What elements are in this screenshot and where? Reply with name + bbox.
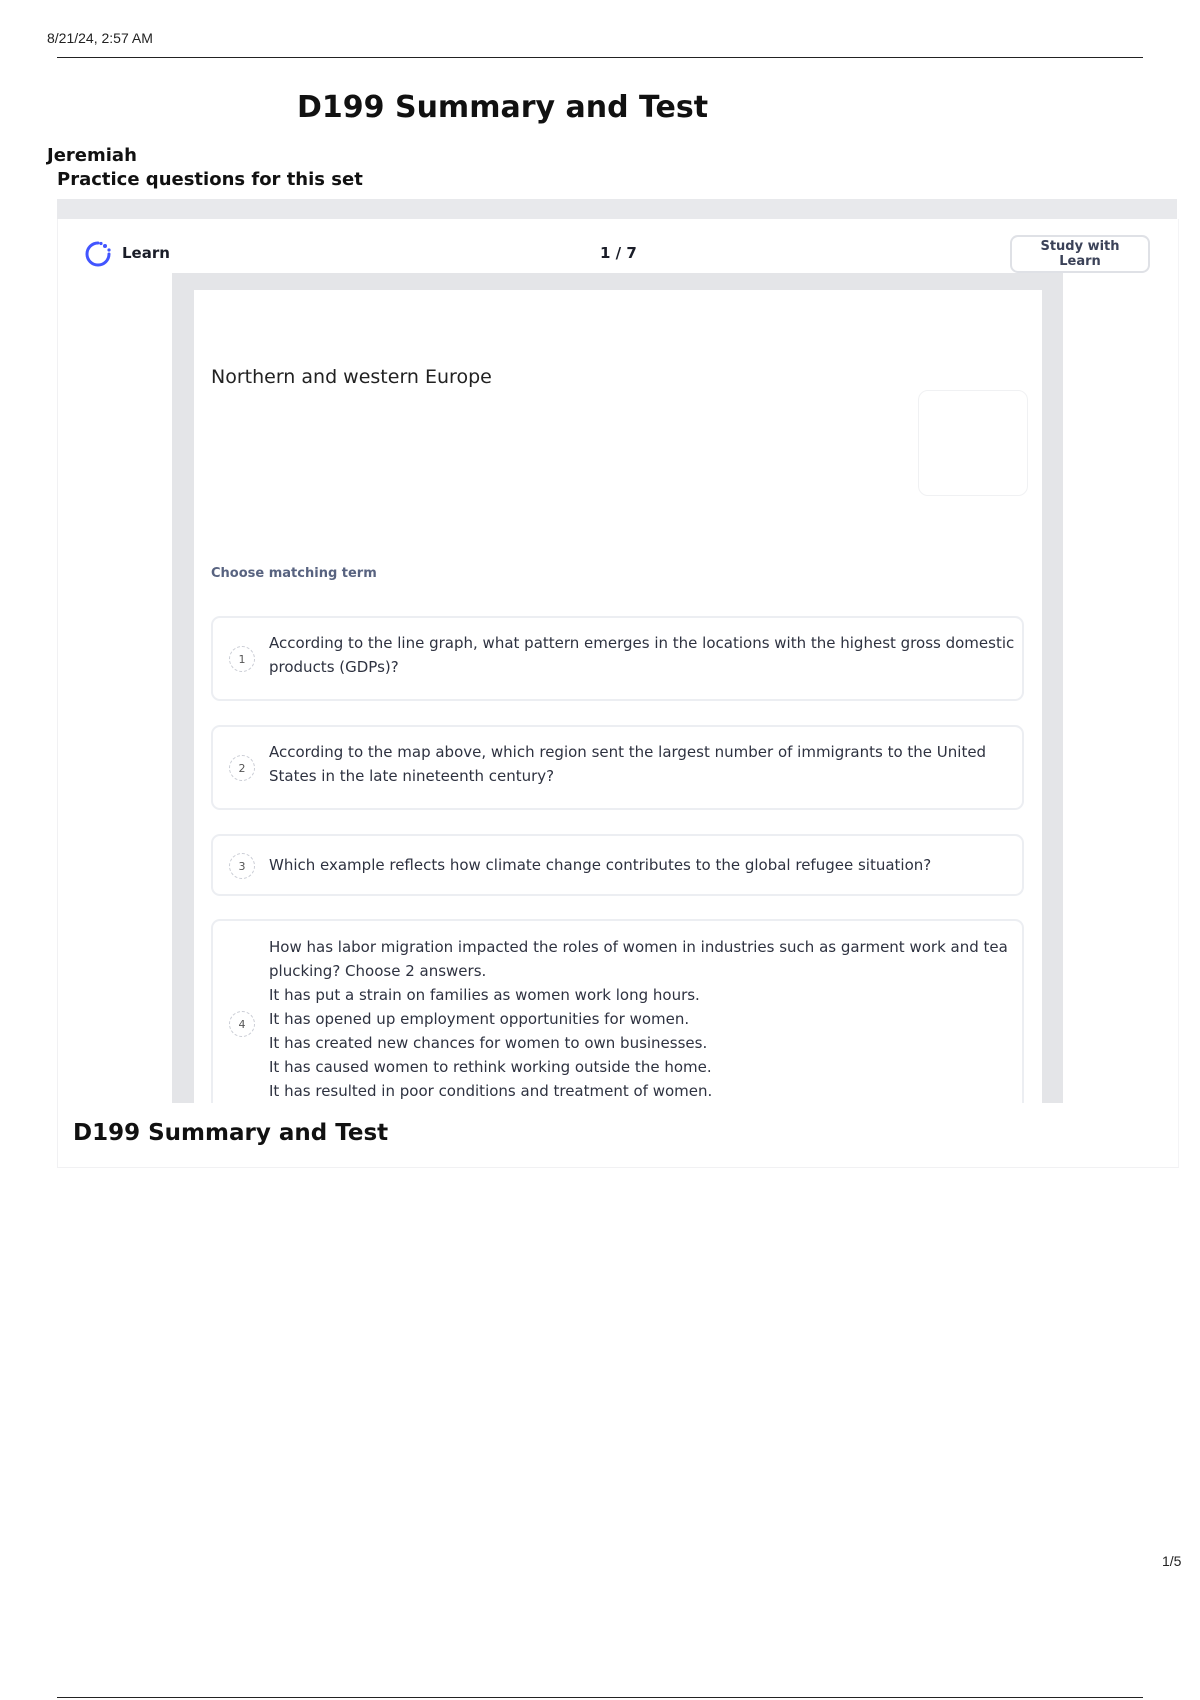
study-with-learn-button[interactable]: Study with Learn [1010,235,1150,273]
answer-option-1[interactable] [211,616,1024,701]
option-text-line: It has opened up employment opportunities for women. [269,1010,690,1028]
section-title: D199 Summary and Test [73,1120,389,1146]
option-text-line: It has caused women to rethink working outside the home. [269,1058,712,1076]
widget-top-band [57,199,1177,219]
option-text [269,631,1015,679]
option-text-line: It has put a strain on families as women work long hours. [269,986,700,1004]
option-text-line: How has labor migration impacted the roles of women in industries such as garment work and tea [269,938,1008,956]
option-text-line: States in the late nineteenth century? [269,767,555,785]
footer-rule [57,1697,1143,1698]
option-text [269,740,992,788]
author-name: Jeremiah [47,145,137,166]
option-text-line: It has created new chances for women to own businesses. [269,1034,708,1052]
term-text: Northern and western Europe [211,366,492,388]
option-text [269,935,1008,1103]
option-number-badge: 4 [229,1011,255,1037]
page-number: 1/5 [1162,1553,1182,1569]
option-number-badge: 2 [229,755,255,781]
option-text-line: According to the line graph, what pattern emerges in the locations with the highest gross domestic [269,634,1015,652]
header-rule [57,57,1143,58]
progress-indicator: 1 / 7 [600,244,637,262]
answer-option-3[interactable] [211,834,1024,896]
answer-option-4[interactable] [211,919,1024,1103]
answer-option-2[interactable] [211,725,1024,810]
learn-logo-icon [84,240,112,268]
document-title: D199 Summary and Test [297,90,709,125]
learn-label: Learn [122,244,170,262]
option-text [269,853,992,877]
option-number-badge: 3 [229,853,255,879]
option-text-line: products (GDPs)? [269,658,399,676]
print-timestamp: 8/21/24, 2:57 AM [47,30,153,46]
practice-heading: Practice questions for this set [57,169,363,190]
prompt-label: Choose matching term [211,566,377,581]
option-text-line: According to the map above, which region sent the largest number of immigrants to the United [269,743,987,761]
option-text-line: Which example reflects how climate change contributes to the global refugee situation? [269,856,932,874]
term-image-placeholder [918,390,1028,496]
option-text-line: plucking? Choose 2 answers. [269,962,487,980]
option-number-badge: 1 [229,646,255,672]
option-text-line: It has resulted in poor conditions and treatment of women. [269,1082,713,1100]
